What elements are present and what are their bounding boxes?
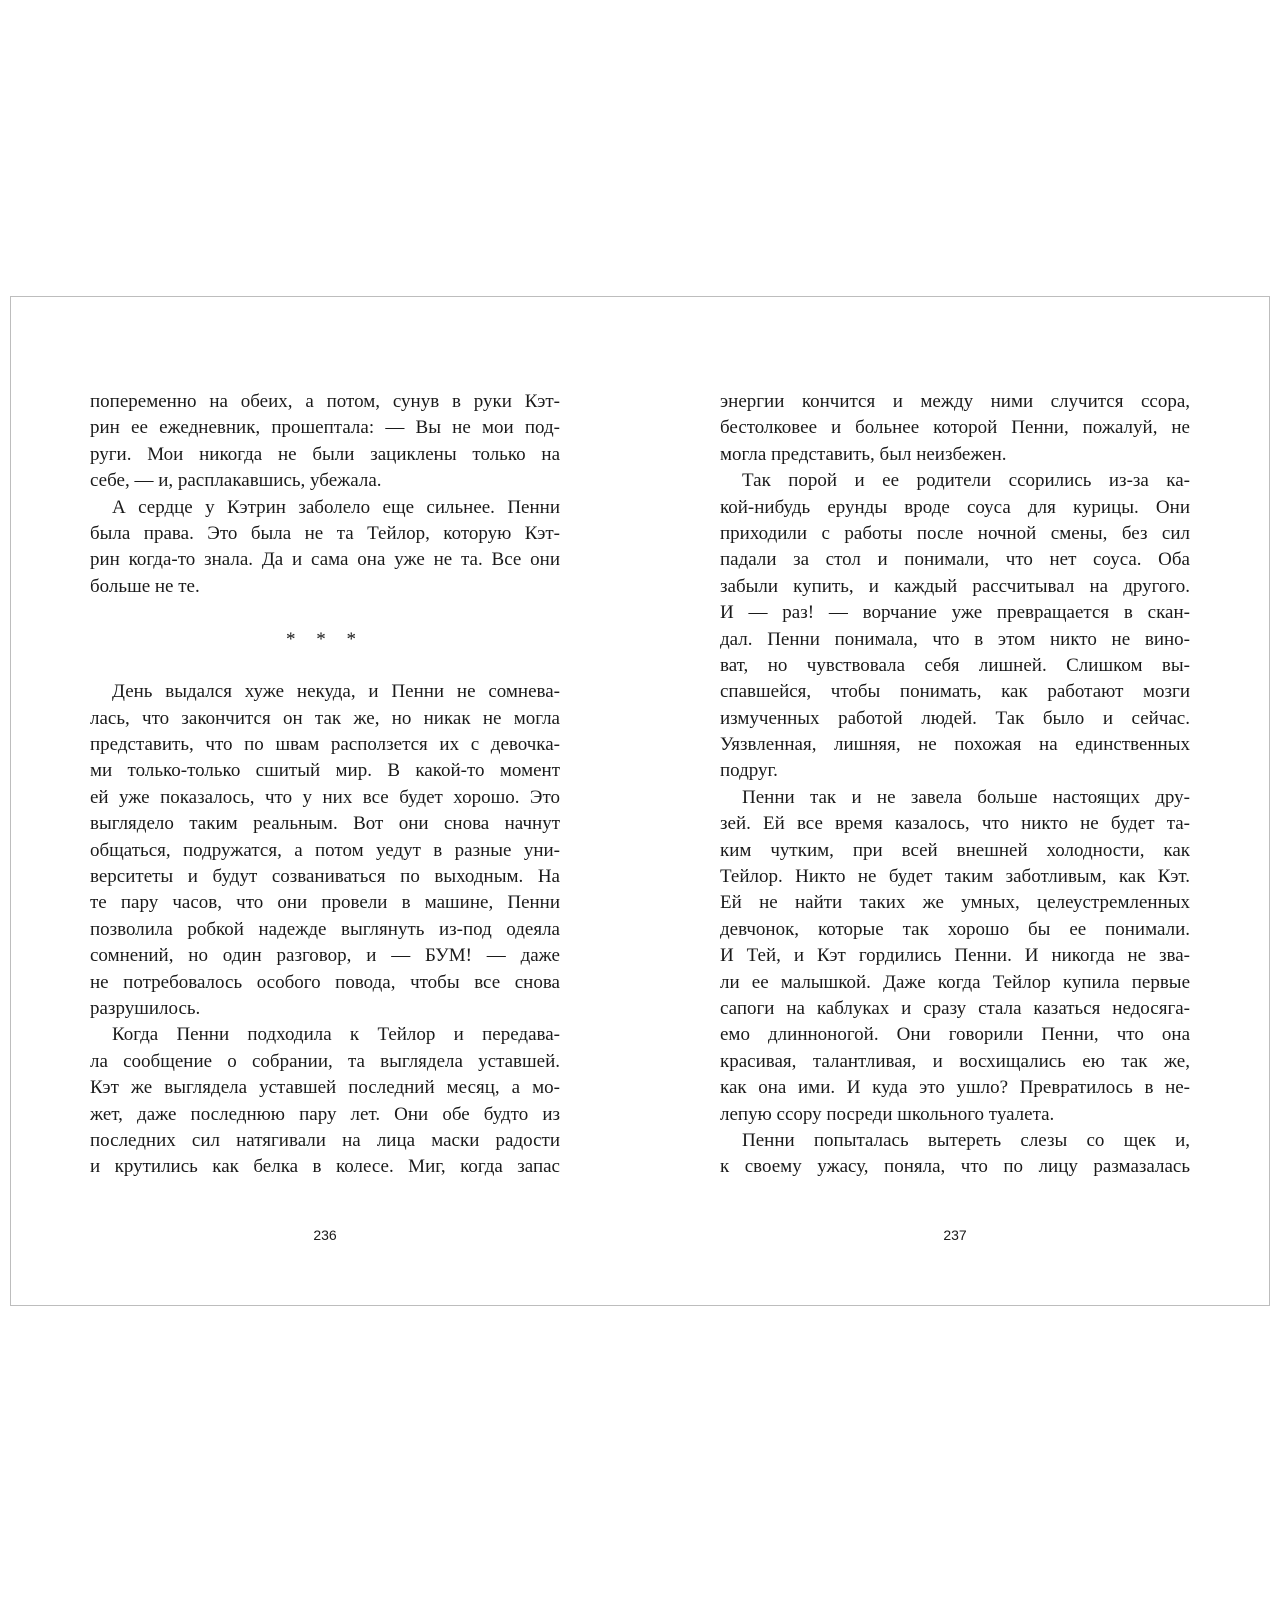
text-line: могла представить, был неизбежен.: [720, 443, 1007, 465]
text-line: как она ими. И куда это ушло? Превратилось в не-: [720, 1077, 1190, 1099]
text-line: И — раз! — ворчание уже превращается в скан-: [720, 602, 1190, 624]
left-page-text: [90, 389, 560, 1181]
text-line: Так порой и ее родители ссорились из-за ка-: [742, 470, 1190, 492]
text-line: не потребовалось особого повода, чтобы все снова: [90, 971, 560, 993]
text-line: попеременно на обеих, а потом, сунув в руки Кэт-: [90, 391, 560, 412]
text-line: общаться, подружатся, а потом уедут в разные уни-: [90, 839, 560, 861]
text-line: ей уже показалось, что у них все будет хорошо. Это: [90, 786, 560, 808]
right-page-text: [720, 389, 1190, 1181]
text-line: девчонок, которые так хорошо бы ее понимали.: [720, 918, 1190, 940]
text-line: Пенни так и не завела больше настоящих дру-: [742, 786, 1190, 808]
text-line: жет, даже последнюю пару лет. Они обе будто из: [90, 1103, 560, 1125]
text-line: рин ее ежедневник, прошептала: — Вы не мои под-: [90, 417, 560, 439]
text-line: приходили с работы после ночной смены, без сил: [720, 522, 1190, 544]
text-line: бестолковее и больнее которой Пенни, пожалуй, не: [720, 417, 1190, 439]
text-line: разрушилось.: [90, 997, 201, 1019]
text-line: подруг.: [720, 760, 778, 782]
text-line: позволила робкой надежде выглянуть из-под одеяла: [90, 918, 560, 940]
text-line: к своему ужасу, поняла, что по лицу размазалась: [720, 1156, 1190, 1178]
text-line: ли ее малышкой. Даже когда Тейлор купила первые: [720, 971, 1190, 993]
text-line: рин когда-то знала. Да и сама она уже не та. Все они: [90, 549, 560, 571]
text-line: выглядело таким реальным. Вот они снова начнут: [90, 813, 560, 835]
text-line: сапоги на каблуках и сразу стала казаться недосяга-: [720, 997, 1190, 1019]
text-line: себе, — и, расплакавшись, убежала.: [90, 470, 382, 492]
text-line: ла сообщение о собрании, та выглядела уставшей.: [90, 1050, 560, 1072]
text-line: емо длинноногой. Они говорили Пенни, что она: [720, 1024, 1190, 1046]
text-line: лась, что закончится он так же, но никак не могла: [90, 707, 560, 729]
text-line: измученных работой людей. Так было и сейчас.: [720, 707, 1190, 729]
text-line: зей. Ей все время казалось, что никто не будет та-: [720, 813, 1190, 835]
text-line: последних сил натягивали на лица маски радости: [90, 1129, 560, 1151]
text-line: верситеты и будут созваниваться по выходным. На: [90, 866, 560, 888]
text-line: ват, но чувствовала себя лишней. Слишком вы-: [720, 654, 1190, 676]
text-line: ким чутким, при всей внешней холодности, как: [720, 839, 1190, 861]
text-line: День выдался хуже некуда, и Пенни не сомнева-: [112, 681, 560, 703]
right-page-number: 237: [943, 1227, 967, 1243]
text-line: и крутились как белка в колесе. Миг, когда запас: [90, 1156, 560, 1178]
text-line: больше не те.: [90, 575, 200, 597]
text-line: И Тей, и Кэт гордились Пенни. И никогда не зва-: [720, 945, 1190, 967]
text-line: Тейлор. Никто не будет таким заботливым, как Кэт.: [720, 866, 1190, 888]
text-line: Ей не найти таких же умных, целеустремленных: [720, 892, 1190, 914]
text-line: Кэт же выглядела уставшей последний месяц, а мо-: [90, 1077, 560, 1099]
text-line: ми только-только сшитый мир. В какой-то момент: [90, 760, 560, 782]
text-line: Пенни попыталась вытереть слезы со щек и,: [742, 1129, 1190, 1151]
book-spread: [10, 296, 1270, 1306]
text-line: те пару часов, что они провели в машине, Пенни: [90, 892, 560, 914]
text-line: представить, что по швам расползется их с девочка-: [90, 734, 560, 756]
text-line: спавшейся, чтобы понимать, как работают мозги: [720, 681, 1190, 703]
text-line: Уязвленная, лишняя, не похожая на единственных: [720, 734, 1190, 756]
text-line: А сердце у Кэтрин заболело еще сильнее. Пенни: [112, 496, 560, 518]
text-line: дал. Пенни понимала, что в этом никто не вино-: [720, 628, 1190, 650]
text-line: кой-нибудь ерунды вроде соуса для курицы. Они: [720, 496, 1190, 518]
text-line: лепую ссору посреди школьного туалета.: [720, 1103, 1055, 1125]
text-line: была права. Это была не та Тейлор, которую Кэт-: [90, 522, 560, 544]
section-separator: * * *: [286, 628, 364, 650]
text-line: руги. Мои никогда не были зациклены только на: [90, 443, 560, 465]
text-line: красивая, талантливая, и восхищались ею так же,: [720, 1050, 1190, 1072]
text-line: Когда Пенни подходила к Тейлор и передава-: [112, 1024, 560, 1046]
text-line: падали за стол и понимали, что нет соуса. Оба: [720, 549, 1190, 571]
text-line: сомнений, но один разговор, и — БУМ! — даже: [90, 945, 560, 967]
left-page-number: 236: [313, 1227, 337, 1243]
text-line: энергии кончится и между ними случится ссора,: [720, 391, 1190, 412]
text-line: забыли купить, и каждый рассчитывал на другого.: [720, 575, 1190, 597]
